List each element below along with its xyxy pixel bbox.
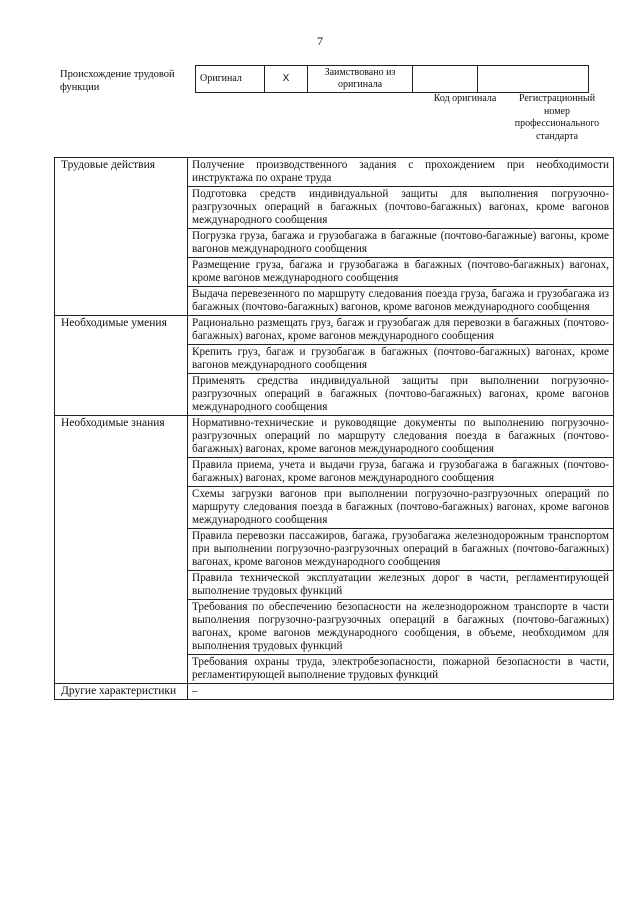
category-cell: Необходимые умения (55, 316, 188, 416)
item-cell: Нормативно-технические и руководящие документы по выполнению погрузочно-разгрузочных операций по маршруту следования поезда в багажных (почтово-багажных) вагонах, кроме вагонов международного сообщения (188, 416, 614, 458)
item-cell: Схемы загрузки вагонов при выполнении погрузочно-разгрузочных операций по маршруту следования поезда в багажных (почтово-багажных) вагонах, кроме вагонов международного сообщения (188, 487, 614, 529)
category-cell: Другие характеристики (55, 684, 188, 700)
item-cell: Получение производственного задания с прохождением при необходимости инструктажа по охране труда (188, 158, 614, 187)
category-cell: Трудовые действия (55, 158, 188, 316)
item-cell: – (188, 684, 614, 700)
item-cell: Подготовка средств индивидуальной защиты для выполнения погрузочно-разгрузочных операций в багажных (почтово-багажных) вагонах, кроме вагонов международного сообщения (188, 187, 614, 229)
table-row (55, 416, 614, 458)
functions-table-body (55, 158, 614, 700)
borrowed-cell: Заимствовано из оригинала (308, 66, 413, 93)
item-cell: Требования по обеспечению безопасности на железнодорожном транспорте в части выполнения погрузочно-разгрузочных операций в багажных (почтово-багажных) вагонах, кроме вагонов международного сообщения, в объеме, необходимом для выполнения трудовых функций (188, 600, 614, 655)
original-cell: Оригинал (196, 66, 265, 93)
item-cell: Требования охраны труда, электробезопасности, пожарной безопасности в части, регламентирующей выполнение трудовых функций (188, 655, 614, 684)
item-cell: Правила приема, учета и выдачи груза, багажа и грузобагажа в багажных (почтово-багажных) вагонах, кроме вагонов международного сообщения (188, 458, 614, 487)
table-row (55, 316, 614, 345)
item-cell: Правила перевозки пассажиров, багажа, грузобагажа железнодорожным транспортом при выполнении погрузочно-разгрузочных операций в багажных (почтово-багажных) вагонах, кроме вагонов международного сообщения (188, 529, 614, 571)
item-cell: Применять средства индивидуальной защиты при выполнении погрузочно-разгрузочных операций в багажных (почтово-багажных) вагонах, кроме вагонов международного сообщения (188, 374, 614, 416)
item-cell: Правила технической эксплуатации железных дорог в части, регламентирующей выполнение трудовых функций (188, 571, 614, 600)
reg-number-cell (478, 66, 589, 93)
functions-table (54, 157, 614, 700)
origin-label: Происхождение трудовой функции (60, 69, 175, 93)
code-caption: Код оригинала (433, 93, 497, 104)
table-row (55, 158, 614, 187)
origin-table (195, 65, 589, 93)
item-cell: Рационально размещать груз, багаж и грузобагаж для перевозки в багажных (почтово-багажных) вагонах, кроме вагонов международного сообщения (188, 316, 614, 345)
original-mark: X (265, 66, 308, 93)
item-cell: Размещение груза, багажа и грузобагажа в багажных (почтово-багажных) вагонах, кроме вагонов международного сообщения (188, 258, 614, 287)
code-cell (413, 66, 478, 93)
item-cell: Выдача перевезенного по маршруту следования поезда груза, багажа и грузобагажа из багажных (почтово-багажных) вагонов, кроме вагонов международного сообщения (188, 287, 614, 316)
category-cell: Необходимые знания (55, 416, 188, 684)
table-row (55, 684, 614, 700)
reg-number-caption: Регистрационный номер профессионального стандарта (514, 93, 600, 142)
page-number: 7 (317, 34, 323, 48)
item-cell: Погрузка груза, багажа и грузобагажа в багажные (почтово-багажные) вагоны, кроме вагонов международного сообщения (188, 229, 614, 258)
item-cell: Крепить груз, багаж и грузобагаж в багажных (почтово-багажных) вагонах, кроме вагонов международного сообщения (188, 345, 614, 374)
